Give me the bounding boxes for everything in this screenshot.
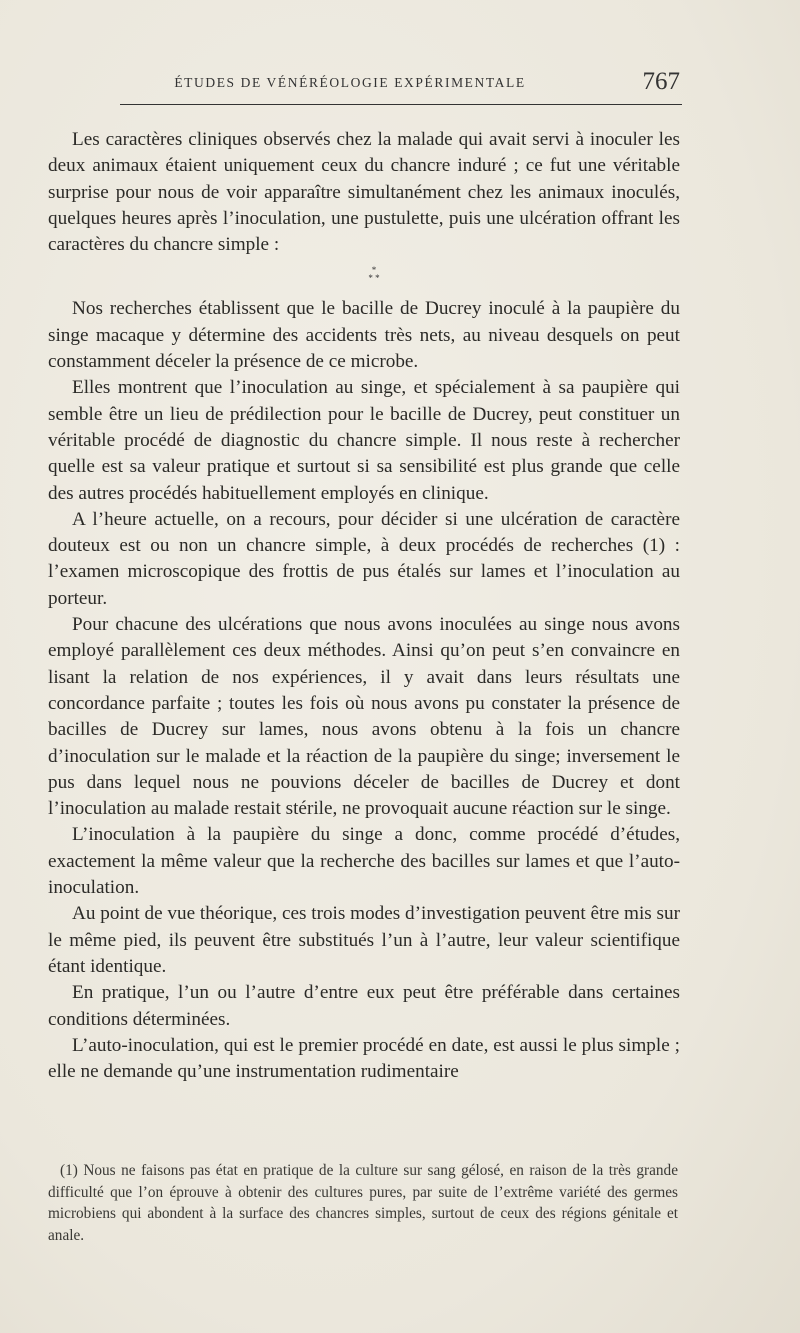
paragraph-3: Elles montrent que l’inoculation au singe, et spécialement à sa paupière qui semble être un lieu de prédilection pour le bacille de Ducrey, peut constituer un véritable procédé de diagnostic du chancre simple. Il nous reste à rechercher quelle est sa valeur pratique et surtout si sa sensibilité est plus grande que celle des autres procédés habituellement employés en clinique. xyxy=(48,377,680,504)
header-rule xyxy=(120,104,682,105)
paragraph-7: Au point de vue théorique, ces trois modes d’investigation peuvent être mis sur le même pied, ils peuvent être substitués l’un à l’autre, leur valeur scientifique étant identique. xyxy=(48,903,681,977)
paragraph-9: L’auto-inoculation, qui est le premier procédé en date, est aussi le plus simple ; elle ne demande qu’une instrumentation rudimentaire xyxy=(48,1034,680,1083)
paragraph-5: Pour chacune des ulcérations que nous avons inoculées au singe nous avons employé parallèlement ces deux méthodes. Ainsi qu’on peut s’en convaincre en lisant la relation de nos expériences, il y avait dans leurs résultats une concordance parfaite ; toutes les fois où nous avons pu constater la présence de bacilles de Ducrey sur lames, nous avons obtenu à la fois un chancre d’inoculation sur le malade et la réaction de la paupière du singe; inversement le pus dans lequel nous ne pouvions déceler de bacilles de Ducrey et dont l’inoculation au malade restait stérile, ne provoquait aucune réaction sur le singe. xyxy=(48,614,680,820)
footnotes xyxy=(48,1160,678,1247)
page-header xyxy=(50,68,680,102)
asterism-top: * xyxy=(371,265,377,276)
paragraph-8: En pratique, l’un ou l’autre d’entre eux peut être préférable dans certaines conditions déterminées. xyxy=(48,982,680,1030)
asterism-bottom: * * xyxy=(368,273,380,284)
paragraph-1: Les caractères cliniques observés chez la malade qui avait servi à inoculer les deux animaux étaient uniquement ceux du chancre induré ; ce fut une véritable surprise pour nous de voir apparaître simultanément chez les animaux inoculés, quelques heures après l’inoculation, une pustulette, puis une ulcération offrant les caractères du chancre simple : xyxy=(48,129,680,256)
page-number: 767 xyxy=(642,68,680,95)
footnote-1: (1) Nous ne faisons pas état en pratique de la culture sur sang gélosé, en raison de la très grande difficulté que l’on éprouve à obtenir des cultures pures, par suite de l’extrême variété des germes microbiens qui abondent à la surface des chancres simples, surtout de ceux des régions génitale et anale. xyxy=(48,1162,678,1245)
body-text xyxy=(48,127,680,1085)
paragraph-4: A l’heure actuelle, on a recours, pour décider si une ulcération de caractère douteux est ou non un chancre simple, à deux procédés de recherches (1) : l’examen microscopique des frottis de pus étalés sur lames et l’inoculation au porteur. xyxy=(48,508,680,609)
paragraph-6: L’inoculation à la paupière du singe a donc, comme procédé d’études, exactement la même valeur que la recherche des bacilles sur lames et que l’auto-inoculation. xyxy=(48,824,680,899)
paragraph-2: Nos recherches établissent que le bacille de Ducrey inoculé à la paupière du singe macaque y détermine des accidents très nets, au niveau desquels on peut constamment déceler la présence de ce microbe. xyxy=(48,298,680,373)
asterism xyxy=(68,266,680,282)
running-title: ÉTUDES DE VÉNÉRÉOLOGIE EXPÉRIMENTALE xyxy=(174,75,526,90)
